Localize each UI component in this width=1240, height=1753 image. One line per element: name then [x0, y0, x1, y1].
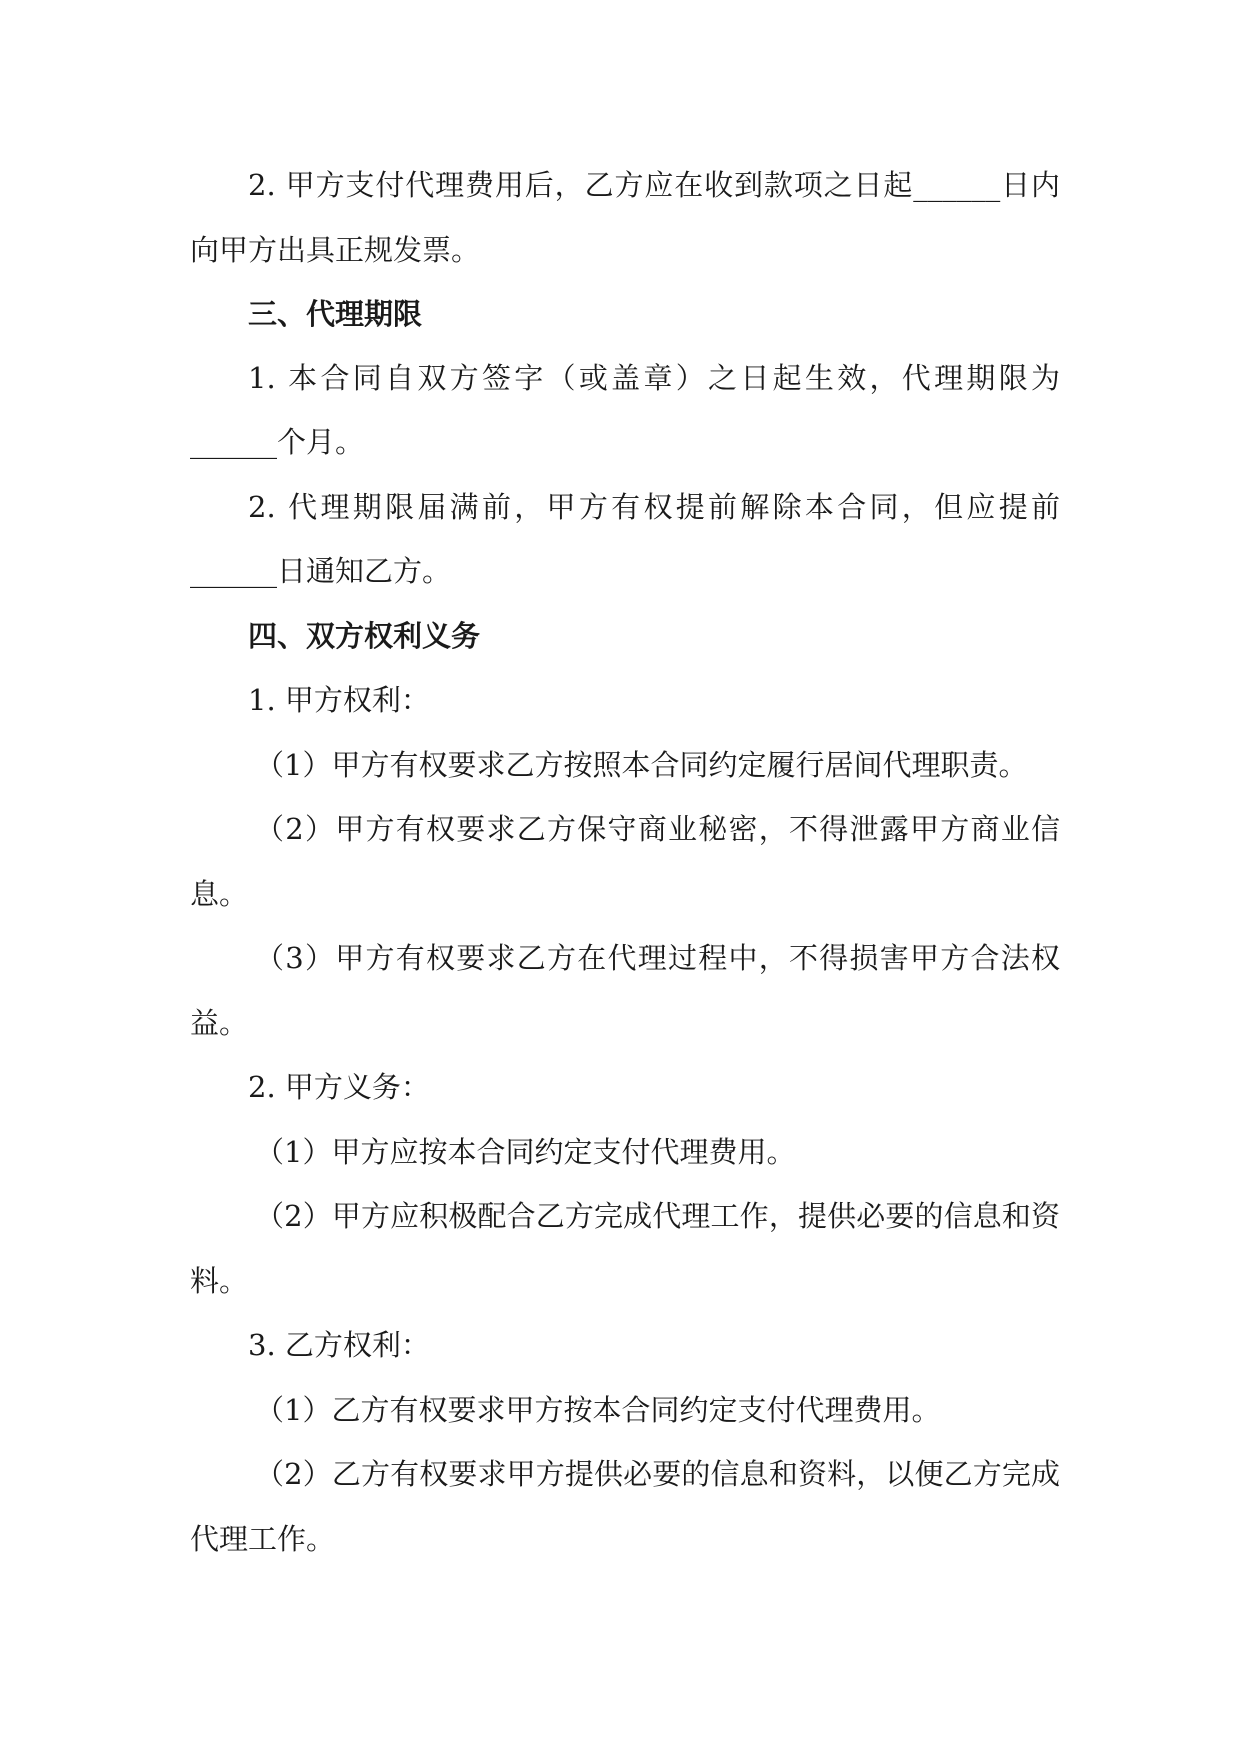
party-a-right-2-line-1: （2）甲方有权要求乙方保守商业秘密，不得泄露甲方商业信: [255, 812, 1060, 846]
clause-termination-line-1: 2. 代理期限届满前，甲方有权提前解除本合同，但应提前: [248, 490, 1060, 524]
subheading-party-a-rights: 1. 甲方权利：: [248, 683, 430, 717]
section-heading-term: 三、代理期限: [248, 297, 423, 331]
clause-termination-line-2: ______日通知乙方。: [190, 554, 452, 588]
clause-term-effective-line-1: 1. 本合同自双方签字（或盖章）之日起生效，代理期限为: [248, 361, 1060, 395]
party-a-duty-2-line-2: 料。: [190, 1264, 249, 1298]
clause-term-effective-line-2: ______个月。: [190, 425, 365, 459]
subheading-party-a-duties: 2. 甲方义务：: [248, 1070, 430, 1104]
clause-invoice-line-1: 2. 甲方支付代理费用后，乙方应在收到款项之日起______日内: [248, 168, 1060, 202]
clause-invoice-line-2: 向甲方出具正规发票。: [190, 233, 481, 267]
party-a-duty-2-line-1: （2）甲方应积极配合乙方完成代理工作，提供必要的信息和资: [255, 1199, 1060, 1233]
party-a-duty-1: （1）甲方应按本合同约定支付代理费用。: [255, 1135, 796, 1169]
party-a-right-3-line-2: 益。: [190, 1006, 249, 1040]
section-heading-rights: 四、双方权利义务: [248, 619, 481, 653]
party-b-right-2-line-2: 代理工作。: [190, 1522, 336, 1556]
party-b-right-2-line-1: （2）乙方有权要求甲方提供必要的信息和资料，以便乙方完成: [255, 1457, 1060, 1491]
subheading-party-b-rights: 3. 乙方权利：: [248, 1328, 430, 1362]
party-a-right-2-line-2: 息。: [190, 877, 249, 911]
party-a-right-3-line-1: （3）甲方有权要求乙方在代理过程中，不得损害甲方合法权: [255, 941, 1060, 975]
party-b-right-1: （1）乙方有权要求甲方按本合同约定支付代理费用。: [255, 1393, 941, 1427]
party-a-right-1: （1）甲方有权要求乙方按照本合同约定履行居间代理职责。: [255, 748, 1028, 782]
